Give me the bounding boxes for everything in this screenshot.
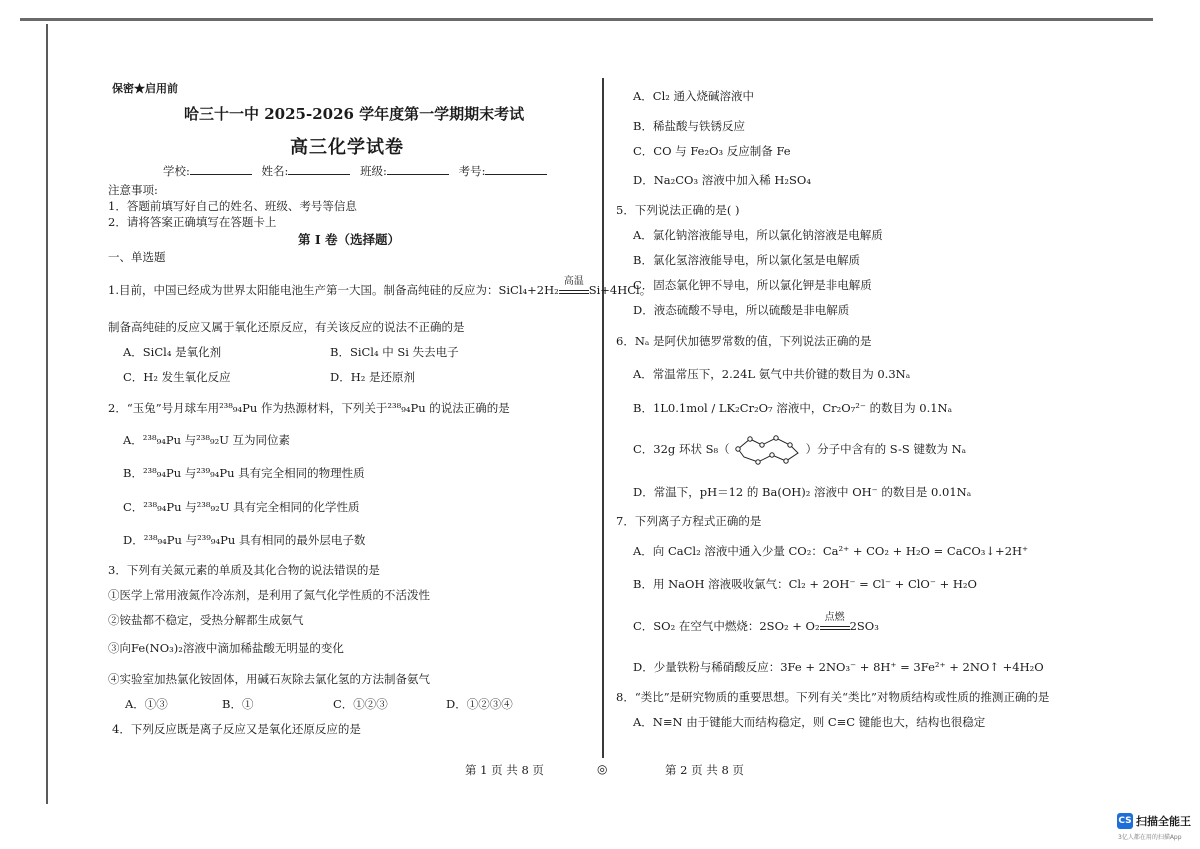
q1-option-a[interactable]: A．SiCl₄ 是氧化剂: [123, 345, 222, 359]
column-divider: [602, 78, 604, 758]
name-blank[interactable]: [288, 163, 350, 175]
q2-option-d[interactable]: D．²³⁸₉₄Pu 与²³⁹₉₄Pu 具有相同的最外层电子数: [123, 533, 366, 547]
class-blank[interactable]: [387, 163, 449, 175]
q7-option-b[interactable]: B．用 NaOH 溶液吸收氯气：Cl₂ + 2OH⁻ = Cl⁻ + ClO⁻ + H₂O: [633, 577, 977, 591]
q8-stem: 8．“类比”是研究物质的重要思想。下列有关“类比”对物质结构或性质的推测正确的是: [616, 690, 1050, 704]
q7-stem: 7．下列离子方程式正确的是: [616, 514, 762, 528]
q3-statement-4: ④实验室加热氯化铵固体，用碱石灰除去氯化氢的方法制备氨气: [108, 672, 430, 686]
q1-stem: [108, 276, 652, 298]
q3-statement-1: ①医学上常用液氮作冷冻剂，是利用了氮气化学性质的不活泼性: [108, 588, 430, 602]
q3-stem: 3．下列有关氮元素的单质及其化合物的说法错误的是: [108, 563, 380, 577]
q1-condition: 高温: [563, 276, 584, 287]
scanner-tagline: 3亿人都在用的扫描App: [1118, 834, 1182, 841]
scan-edge-top: [20, 18, 1153, 21]
q7-option-a[interactable]: A．向 CaCl₂ 溶液中通入少量 CO₂：Ca²⁺ + CO₂ + H₂O = CaCO₃↓+2H⁺: [633, 544, 1029, 558]
scan-edge-left: [46, 24, 48, 804]
q6-c-prefix: C．32g 环状 S₈（: [633, 442, 730, 456]
q3-option-c[interactable]: C．①②③: [333, 697, 388, 711]
page-number-right: 第 2 页 共 8 页: [665, 763, 744, 777]
class-label: 班级:: [360, 164, 387, 178]
school-blank[interactable]: [190, 163, 252, 175]
q2-option-c[interactable]: C．²³⁸₉₄Pu 与²³⁸₉₂U 具有完全相同的化学性质: [123, 500, 360, 514]
info-line: [163, 163, 547, 179]
confidential-mark: 保密★启用前: [112, 82, 178, 95]
q4-option-d[interactable]: D．Na₂CO₃ 溶液中加入稀 H₂SO₄: [633, 173, 811, 187]
q5-option-a[interactable]: A．氯化钠溶液能导电，所以氯化钠溶液是电解质: [633, 228, 883, 242]
section-title: 一、单选题: [108, 250, 166, 264]
q3-option-d[interactable]: D．①②③④: [446, 697, 513, 711]
s8-ring-structure: [732, 433, 804, 467]
q5-option-c[interactable]: C．固态氯化钾不导电，所以氯化钾是非电解质: [633, 278, 872, 292]
q1-arrow: [559, 276, 589, 294]
q1-option-b[interactable]: B．SiCl₄ 中 Si 失去电子: [330, 345, 459, 359]
q7-condition: 点燃: [824, 612, 845, 623]
notice-item-1: 1．答题前填写好自己的姓名、班级、考号等信息: [108, 199, 357, 213]
notice-item-2: 2．请将答案正确填写在答题卡上: [108, 215, 277, 229]
q7-c-reactants: C．SO₂ 在空气中燃烧：2SO₂ + O₂: [633, 619, 820, 633]
q1-reactants: 1.目前，中国已经成为世界太阳能电池生产第一大国。制备高纯硅的反应为：SiCl₄+2H₂: [108, 283, 559, 297]
paper-title: 高三化学试卷: [290, 137, 404, 158]
q6-option-d[interactable]: D．常温下，pH＝12 的 Ba(OH)₂ 溶液中 OH⁻ 的数目是 0.01Nₐ: [633, 485, 972, 499]
q2-stem: 2．“玉兔”号月球车用²³⁸₉₄Pu 作为热源材料，下列关于²³⁸₉₄Pu 的说法正确的是: [108, 401, 510, 415]
school-label: 学校:: [163, 164, 190, 178]
scanner-watermark: [1117, 813, 1191, 829]
q4-option-c[interactable]: C．CO 与 Fe₂O₃ 反应制备 Fe: [633, 144, 791, 158]
q4-option-b[interactable]: B．稀盐酸与铁锈反应: [633, 119, 745, 133]
q6-option-c[interactable]: [633, 441, 966, 457]
q1-option-d[interactable]: D．H₂ 是还原剂: [330, 370, 416, 384]
scanner-app-name: 扫描全能王: [1136, 815, 1191, 828]
q4-stem: 4．下列反应既是离子反应又是氧化还原反应的是: [112, 722, 361, 736]
q6-option-b[interactable]: B．1L0.1mol / LK₂Cr₂O₇ 溶液中，Cr₂O₇²⁻ 的数目为 0.1Nₐ: [633, 401, 953, 415]
q3-option-a[interactable]: A．①③: [125, 697, 168, 711]
q3-statement-2: ②铵盐都不稳定，受热分解都生成氨气: [108, 613, 304, 627]
page-number-left: 第 1 页 共 8 页: [465, 763, 544, 777]
q7-arrow: [820, 612, 850, 630]
q3-option-b[interactable]: B．①: [222, 697, 254, 711]
binding-mark-icon: ◎: [597, 762, 608, 776]
exam-no-label: 考号:: [458, 164, 486, 178]
notice-title: 注意事项:: [108, 183, 158, 197]
q5-option-d[interactable]: D．液态硫酸不导电，所以硫酸是非电解质: [633, 303, 850, 317]
q6-c-suffix: ）分子中含有的 S-S 键数为 Nₐ: [805, 442, 967, 456]
q6-option-a[interactable]: A．常温常压下，2.24L 氨气中共价键的数目为 0.3Nₐ: [633, 367, 911, 381]
name-label: 姓名:: [261, 164, 289, 178]
q8-option-a[interactable]: A．N≡N 由于键能大而结构稳定，则 C≡C 键能也大，结构也很稳定: [633, 715, 986, 729]
q2-option-a[interactable]: A．²³⁸₉₄Pu 与²³⁸₉₂U 互为同位素: [123, 433, 291, 447]
q3-statement-3: ③向Fe(NO₃)₂溶液中滴加稀盐酸无明显的变化: [108, 641, 344, 655]
part-title: 第 I 卷（选择题）: [298, 232, 401, 247]
q7-c-products: 2SO₃: [849, 619, 879, 633]
q1-question: 制备高纯硅的反应又属于氧化还原反应，有关该反应的说法不正确的是: [108, 320, 465, 334]
exam-no-blank[interactable]: [485, 163, 547, 175]
q4-option-a[interactable]: A．Cl₂ 通入烧碱溶液中: [633, 89, 755, 103]
q5-stem: 5．下列说法正确的是( ): [616, 203, 740, 217]
q5-option-b[interactable]: B．氯化氢溶液能导电，所以氯化氢是电解质: [633, 253, 860, 267]
camscanner-logo-icon: CS: [1117, 813, 1133, 829]
q1-products: Si+4HCl。: [588, 283, 652, 297]
q1-option-c[interactable]: C．H₂ 发生氧化反应: [123, 370, 231, 384]
q2-option-b[interactable]: B．²³⁸₉₄Pu 与²³⁹₉₄Pu 具有完全相同的物理性质: [123, 466, 365, 480]
q6-stem: 6．Nₐ 是阿伏加德罗常数的值，下列说法正确的是: [616, 334, 872, 348]
q7-option-c[interactable]: [633, 612, 879, 634]
q7-option-d[interactable]: D．少量铁粉与稀硝酸反应：3Fe + 2NO₃⁻ + 8H⁺ = 3Fe²⁺ + 2NO↑ +4H₂O: [633, 660, 1044, 674]
exam-title: 哈三十一中 2025-2026 学年度第一学期期末考试: [184, 105, 525, 123]
